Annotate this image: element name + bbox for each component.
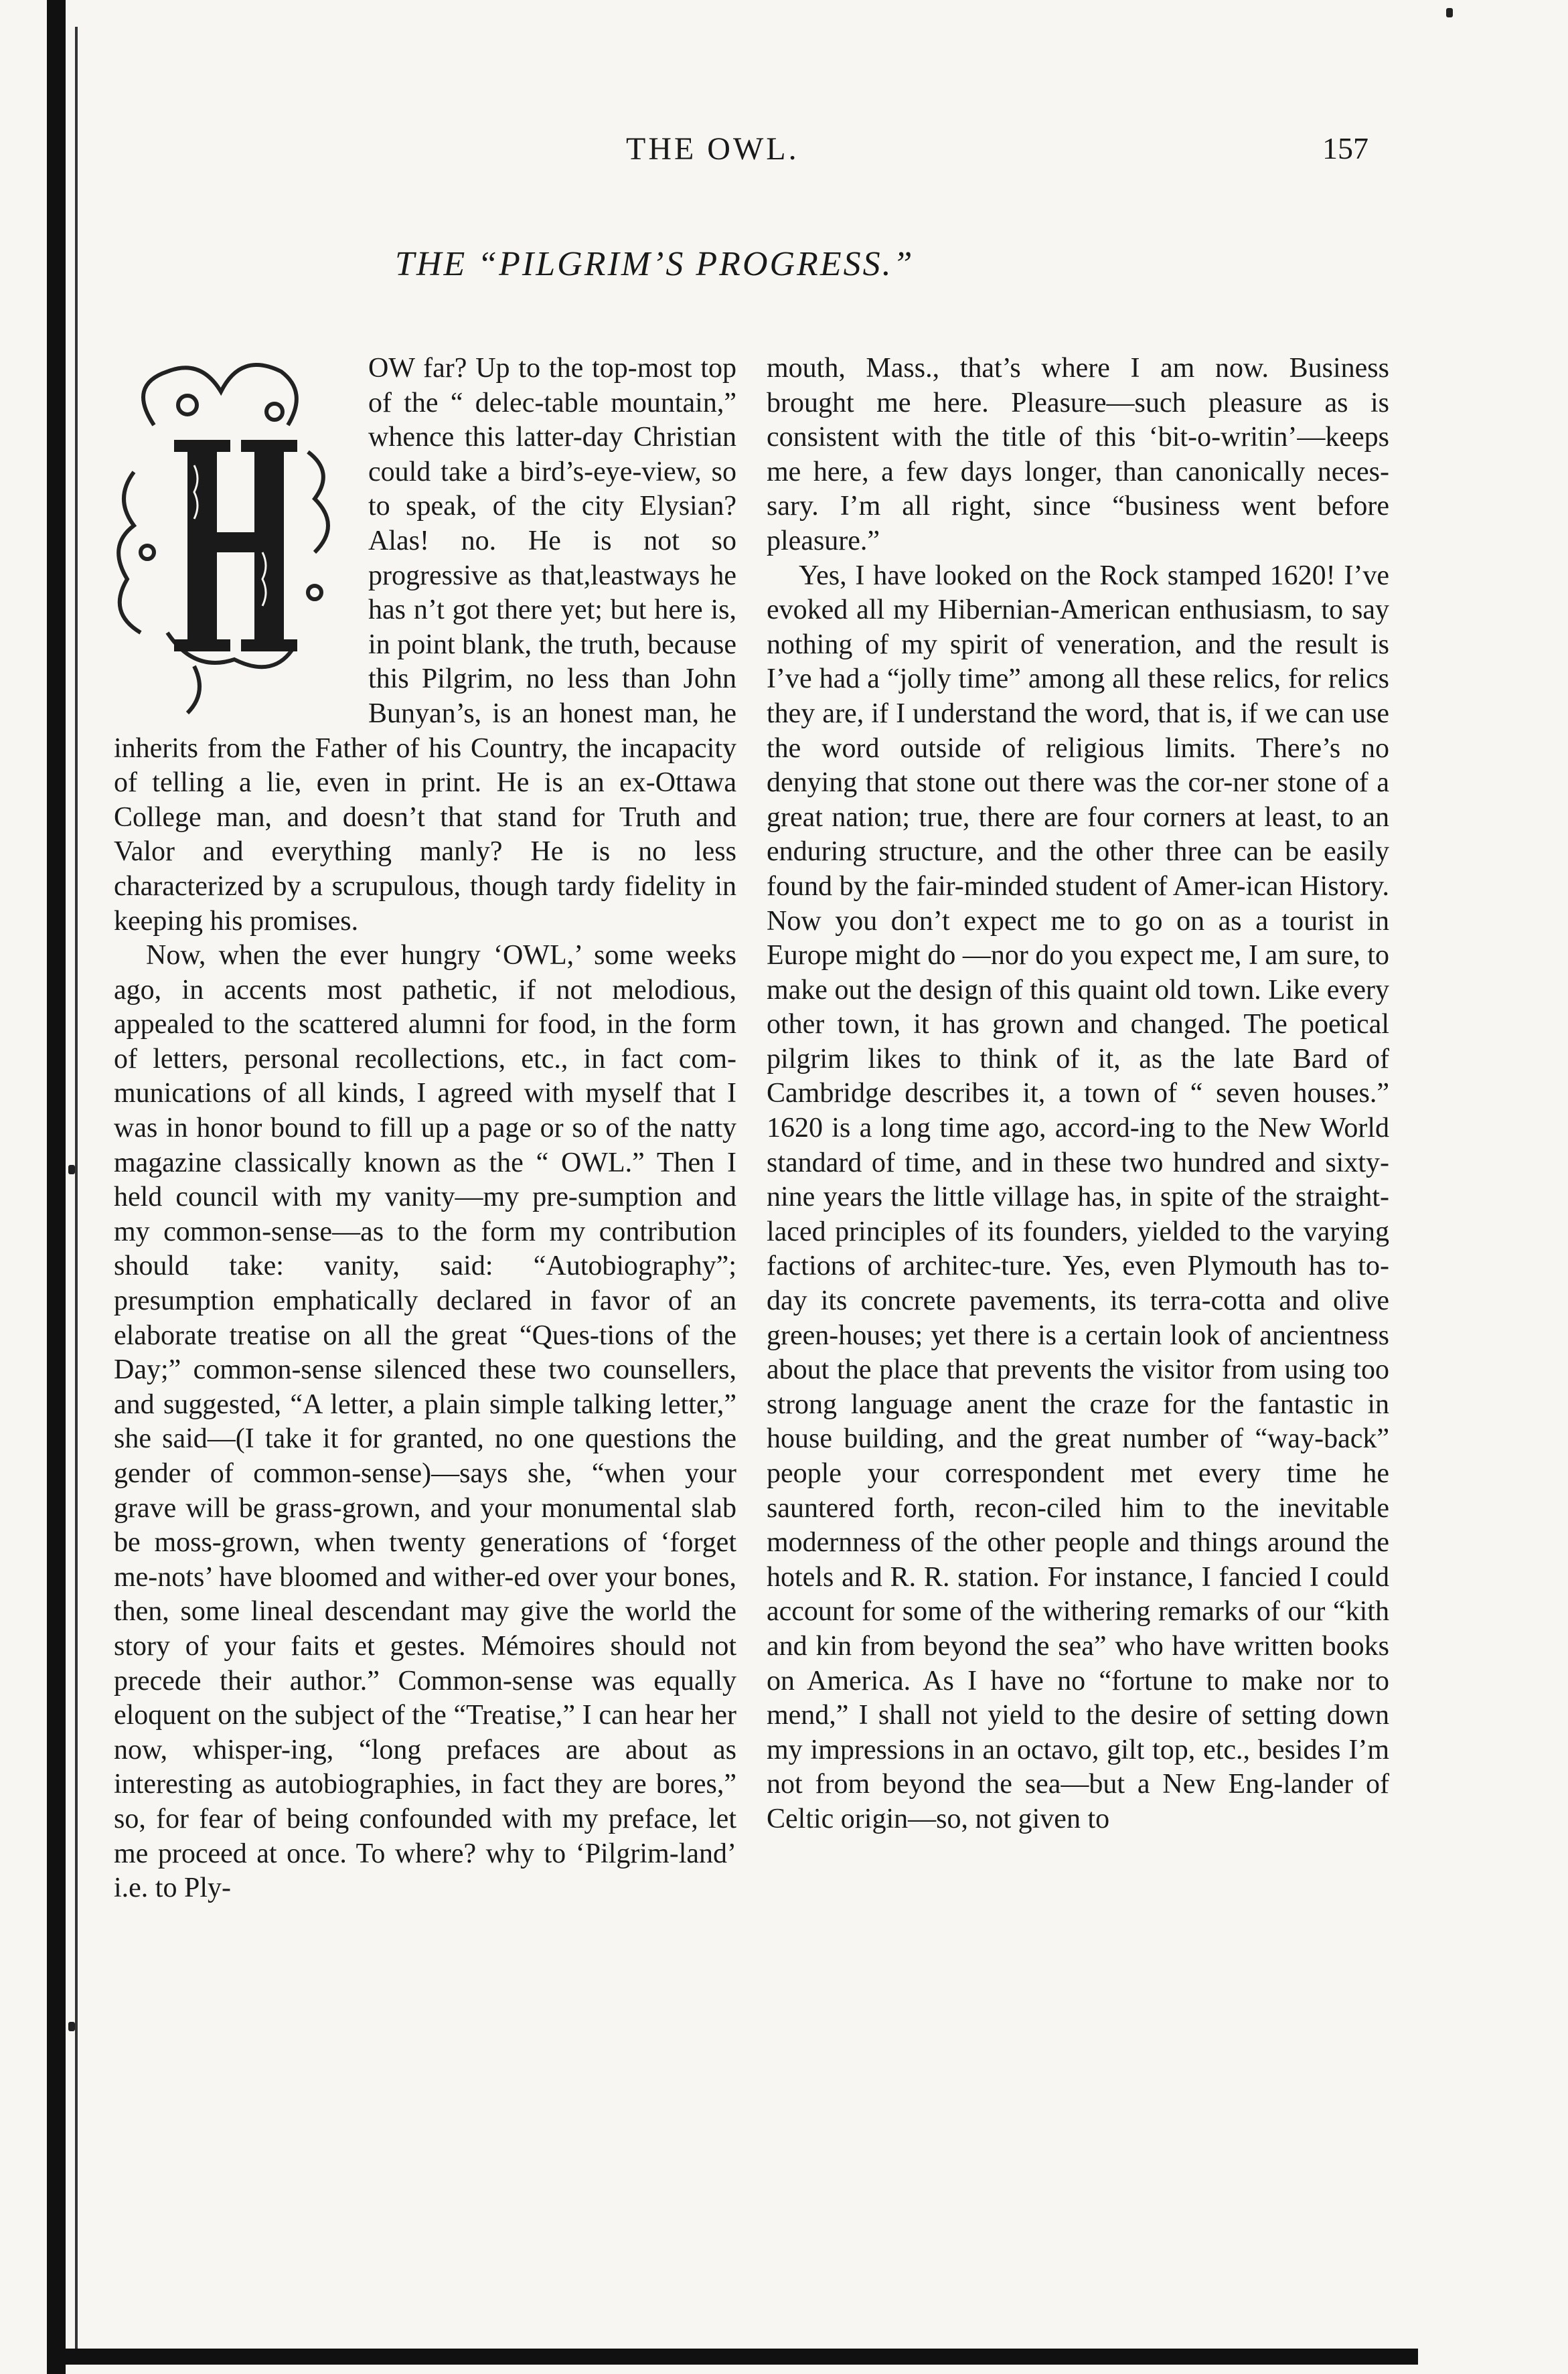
right-column: [767, 351, 1389, 1837]
scan-speck: [68, 1165, 75, 1174]
paragraph: mouth, Mass., that’s where I am now. Business brought me here. Pleasure—such pleasure as is consistent with the title of this ‘bit-o-writin’—keeps me here, a few days longer, than canonically neces-sary. I’m all right, since “business went before pleasure.”: [767, 353, 1389, 556]
scan-bottom-edge: [66, 2349, 1418, 2365]
page-header: [0, 131, 1568, 171]
scan-speck: [1446, 8, 1453, 17]
article-title: THE “PILGRIM’S PROGRESS.”: [395, 245, 915, 283]
paragraph: Yes, I have looked on the Rock stamped 1620! I’ve evoked all my Hibernian-American enthusiasm, to say nothing of my spirit of veneration, and the result is I’ve had a “jolly time” among all these relics, for relics they are, if I understand the word, that is, if we can use the word outside of religious limits. There’s no denying that stone out there was the cor-ner stone of a great nation; true, there are four corners at least, to an enduring structure, and the other three can be easily found by the fair-minded student of Amer-ican History. Now you don’t expect me to go on as a tourist in Europe might do —nor do you expect me, I am sure, to make out the design of this quaint old town. Like every other town, it has grown and changed. The poetical pilgrim likes to think of it, as the late Bard of Cambridge describes it, a town of “ seven houses.” 1620 is a long time ago, accord-ing to the New World standard of time, and in these two hundred and sixty-nine years the little village has, in spite of the straight-laced principles of its founders, yielded to the varying factions of architec-ture. Yes, even Plymouth has to-day its concrete pavements, its terra-cotta and olive green-houses; yet there is a certain look of ancientness about the place that prevents the visitor from using too strong language anent the craze for the fantastic in house building, and the great number of “way-back” people your correspondent met every time he sauntered forth, recon-ciled him to the inevitable modernness of the other people and things around the hotels and R. R. station. For instance, I fancied I could account for some of the withering remarks of our “kith and kin from beyond the sea” who have written books on America. As I have no “fortune to make nor to mend,” I shall not yield to the desire of setting down my impressions in an octavo, gilt top, etc., besides I’m not from beyond the sea—but a New Eng-lander of Celtic origin—so, not given to: [767, 560, 1389, 1834]
left-column: [114, 351, 736, 1906]
scan-binding-edge: [47, 0, 66, 2374]
paragraph: Now, when the ever hungry ‘OWL,’ some weeks ago, in accents most pathetic, if not melodious, appealed to the scattered alumni for food, in the form of letters, personal recollections, etc., in fact com-munications of all kinds, I agreed with myself that I was in honor bound to fill up a page or so of the natty magazine classically known as the “ OWL.” Then I held council with my vanity—my pre-sumption and my common-sense—as to the form my contribution should take: vanity, said: “Autobiography”; presumption emphatically declared in favor of an elaborate treatise on all the great “Ques-tions of the Day;” common-sense silenced these two counsellers, and suggested, “A letter, a plain simple talking letter,” she said—(I take it for granted, no one questions the gender of common-sense)—says she, “when your grave will be grass-grown, and your monumental slab be moss-grown, when twenty generations of ‘forget me-nots’ have bloomed and wither-ed over your bones, then, some lineal descendant may give the world the story of your faits et gestes. Mémoires should not precede their author.” Common-sense was equally eloquent on the subject of the “Treatise,” I can hear her now, whisper-ing, “long prefaces are about as interesting as autobiographies, in fact they are bores,” so, for fear of being confounded with my preface, let me proceed at once. To where? why to ‘Pilgrim-land’ i.e. to Ply-: [114, 940, 736, 1904]
scan-margin-line: [75, 27, 78, 2357]
paragraph: OW far? Up to the top-most top of the “ delec-table mountain,” whence this latter-day Christian could take a bird’s-eye-view, so to speak, of the city Elysian? Alas! no. He is not so progressive as that,leastways he has n’t got there yet; but here is, in point blank, the truth, because this Pilgrim, no less than John Bunyan’s, is an honest man, he inherits from the Father of his Country, the incapacity of telling a lie, even in print. He is an ex-Ottawa College man, and doesn’t that stand for Truth and Valor and everything manly? He is no less characterized by a scrupulous, though tardy fidelity in keeping his promises.: [114, 353, 736, 937]
ornamental-dropcap: [107, 351, 362, 726]
scan-speck: [68, 2022, 75, 2031]
ornament-h-icon: [107, 351, 362, 726]
running-title: THE OWL.: [626, 131, 799, 167]
page-number: 157: [1322, 131, 1368, 165]
